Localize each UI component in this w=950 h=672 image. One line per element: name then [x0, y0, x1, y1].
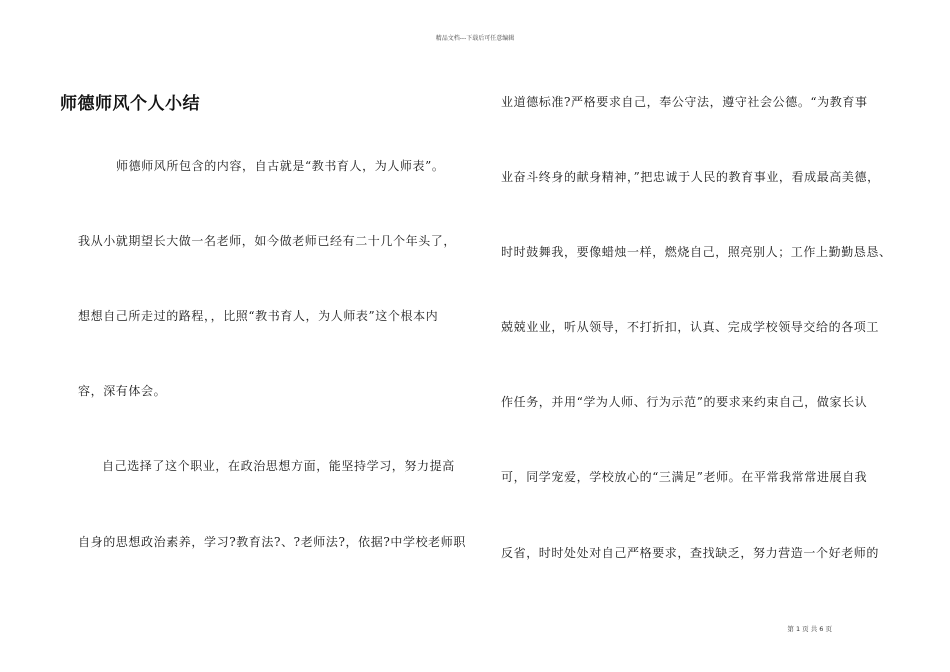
paragraph-line: 兢兢业业，听从领导，不打折扣，认真、完成学校领导交给的各项工: [501, 320, 880, 334]
paragraph-line: 自己选择了这个职业，在政治思想方面，能坚持学习，努力提高: [102, 459, 455, 473]
paragraph-line: 我从小就期望长大做一名老师，如今做老师已经有二十几个年头了，: [78, 234, 457, 248]
paragraph-line: 业道德标准?严格要求自己，奉公守法，遵守社会公德。“为教育事: [501, 95, 868, 109]
page-number: 第 1 页 共 6 页: [787, 625, 832, 633]
paragraph-line: 师德师风所包含的内容，自古就是“教书育人，为人师表”。: [116, 159, 445, 173]
page-header: 精品文档---下载后可任意编辑: [435, 35, 515, 42]
paragraph-line: 业奋斗终身的献身精神，”把忠诚于人民的教育事业，看成最高美德，: [501, 170, 880, 184]
paragraph-line: 想想自己所走过的路程，，比照“教书育人，为人师表”这个根本内: [78, 309, 439, 323]
paragraph-line: 容，深有体会。: [78, 384, 167, 398]
document-title: 师德师风个人小结: [60, 94, 200, 114]
paragraph-line: 时时鼓舞我，要像蜡烛一样，燃烧自己，照亮别人；工作上勤勤恳恳、: [501, 245, 892, 259]
paragraph-line: 可，同学宠爱，学校放心的“三满足”老师。在平常我常常进展自我: [501, 470, 868, 484]
paragraph-line: 反省，时时处处对自己严格要求，查找缺乏，努力营造一个好老师的: [501, 546, 880, 560]
paragraph-line: 自身的思想政治素养，学习?教育法?、?老师法?，依据?中学校老师职: [78, 535, 466, 549]
paragraph-line: 作任务，并用“学为人师、行为示范”的要求来约束自己，做家长认: [501, 395, 868, 409]
